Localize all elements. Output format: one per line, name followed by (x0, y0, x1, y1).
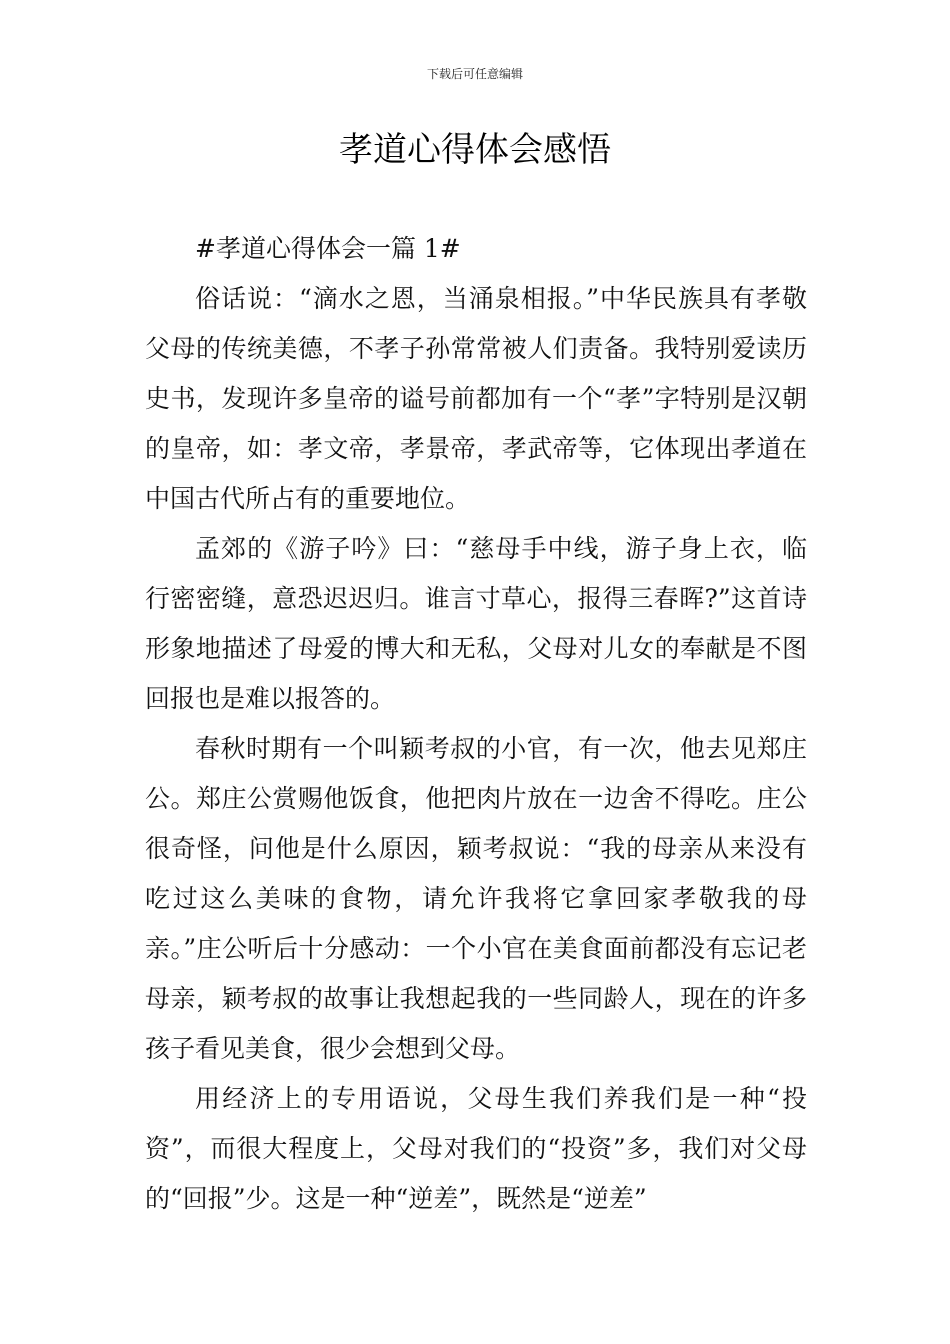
paragraph: 用经济上的专用语说，父母生我们养我们是一种“投资”，而很大程度上，父母对我们的“投资”多，我们对父母的“回报”少。这是一种“逆差”，既然是“逆差” (145, 1084, 807, 1213)
header-note: 下载后可任意编辑 (426, 67, 523, 81)
paragraph: 孟郊的《游子吟》曰：“慈母手中线，游子身上衣，临行密密缝，意恐迟迟归。谁言寸草心，报得三春晖?”这首诗形象地描述了母爱的博大和无私，父母对儿女的奉献是不图回报也是难以报答的。 (145, 534, 807, 713)
paragraph: 春秋时期有一个叫颖考叔的小官，有一次，他去见郑庄公。郑庄公赏赐他饭食，他把肉片放在一边舍不得吃。庄公很奇怪，问他是什么原因，颖考叔说：“我的母亲从来没有吃过这么美味的食物，请允许我将它拿回家孝敬我的母亲。”庄公听后十分感动：一个小官在美食面前都没有忘记老母亲，颖考叔的故事让我想起我的一些同龄人，现在的许多孩子看见美食，很少会想到父母。 (145, 734, 807, 1063)
paragraph: 俗话说：“滴水之恩，当涌泉相报。”中华民族具有孝敬父母的传统美德，不孝子孙常常被人们责备。我特别爱读历史书，发现许多皇帝的谥号前都加有一个“孝”字特别是汉朝的皇帝，如：孝文帝，孝景帝，孝武帝等，它体现出孝道在中国古代所占有的重要地位。 (145, 284, 807, 513)
document-body (145, 224, 807, 1224)
document-title: 孝道心得体会感悟 (339, 130, 611, 170)
section-heading: #孝道心得体会一篇 1# (195, 234, 461, 263)
